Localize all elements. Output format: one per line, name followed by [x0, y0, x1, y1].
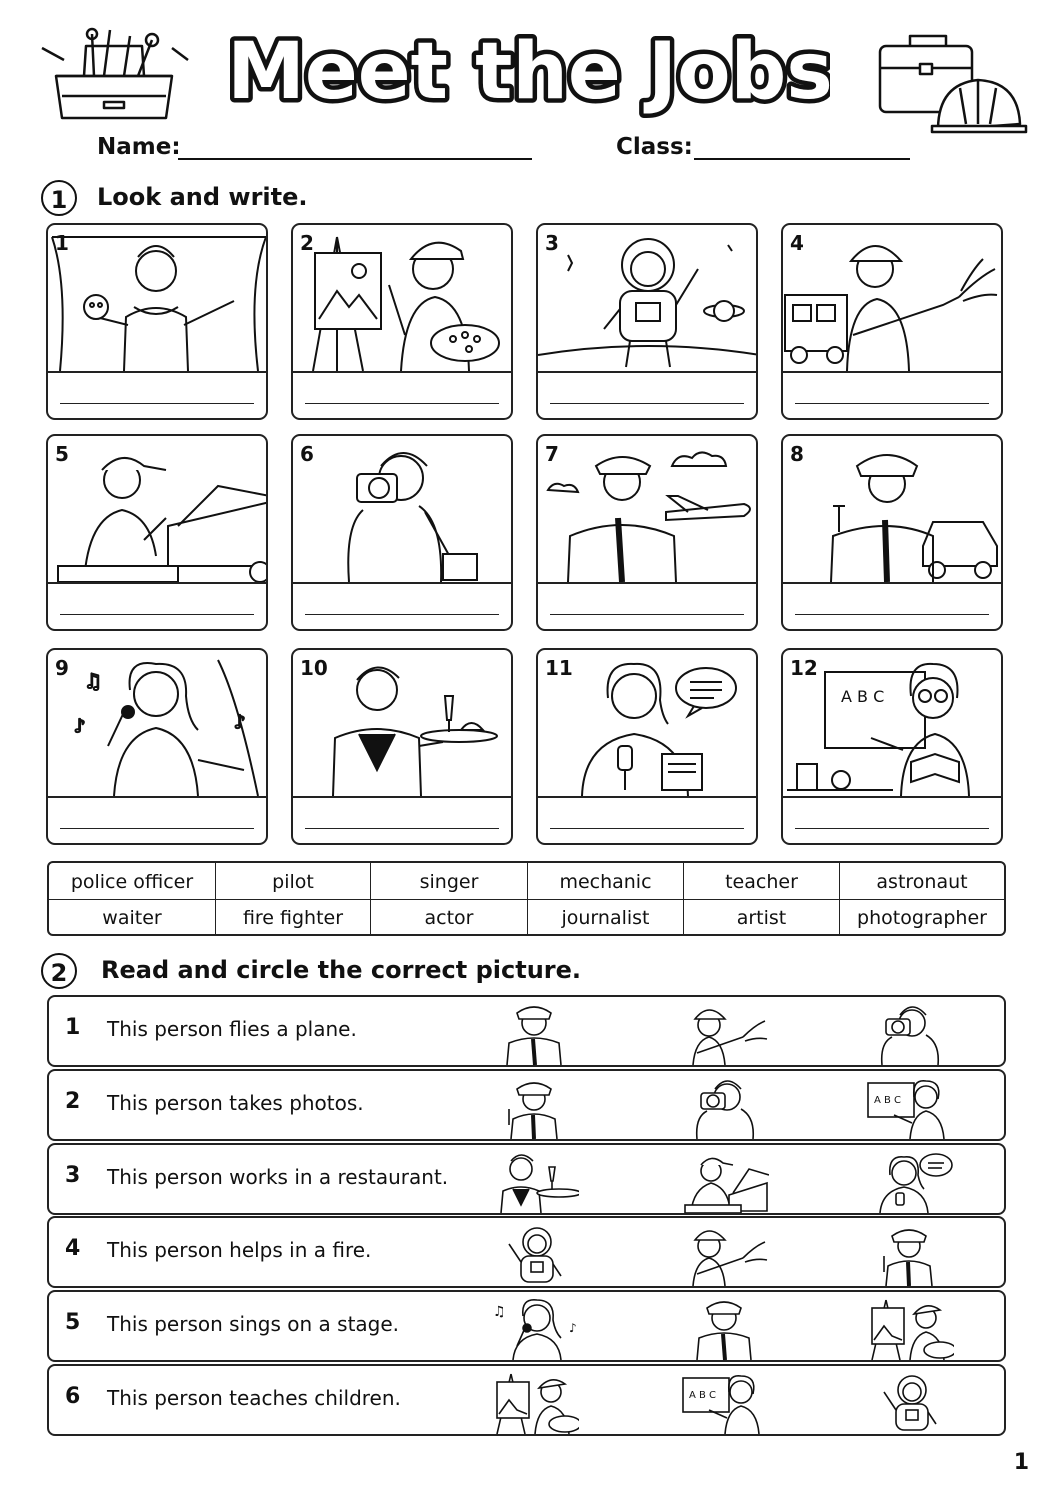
- word-bank-item: journalist: [528, 899, 684, 936]
- answer-field[interactable]: [60, 614, 254, 615]
- astronaut-icon: [538, 225, 756, 373]
- question-text: This person teaches children.: [107, 1386, 401, 1410]
- picture-card: [291, 648, 513, 845]
- answer-field[interactable]: [795, 403, 989, 404]
- question-row: [47, 995, 1006, 1067]
- singer-icon[interactable]: [489, 1294, 579, 1360]
- card-number: 3: [545, 231, 559, 255]
- answer-field[interactable]: [60, 828, 254, 829]
- card-number: 12: [790, 656, 818, 680]
- answer-field[interactable]: [550, 403, 744, 404]
- photographer-icon[interactable]: [864, 999, 954, 1065]
- section-1-title: Look and write.: [97, 183, 308, 211]
- question-text: This person sings on a stage.: [107, 1312, 400, 1336]
- svg-text:♫: ♫: [84, 669, 102, 693]
- picture-card: [46, 648, 268, 845]
- card-number: 6: [300, 442, 314, 466]
- svg-text:♫: ♫: [493, 1304, 506, 1320]
- answer-field[interactable]: [305, 403, 499, 404]
- artist-icon: [293, 225, 511, 373]
- word-bank-item: photographer: [840, 899, 1004, 936]
- question-text: This person helps in a fire.: [107, 1238, 372, 1262]
- answer-field[interactable]: [60, 403, 254, 404]
- question-row: [47, 1364, 1006, 1436]
- police-officer-icon: [783, 436, 1001, 584]
- card-number: 11: [545, 656, 573, 680]
- word-bank-item: actor: [371, 899, 528, 936]
- question-number: 1: [65, 1015, 81, 1040]
- journalist-icon[interactable]: [864, 1147, 954, 1213]
- card-number: 4: [790, 231, 804, 255]
- picture-card: [536, 434, 758, 631]
- question-row: [47, 1290, 1006, 1362]
- fire-fighter-icon: [783, 225, 1001, 373]
- teacher-icon[interactable]: [864, 1073, 954, 1139]
- picture-card: [536, 648, 758, 845]
- word-bank-item: waiter: [49, 899, 216, 936]
- section-2-number: 2: [41, 953, 77, 989]
- teacher-icon[interactable]: [679, 1368, 769, 1434]
- card-number: 7: [545, 442, 559, 466]
- question-number: 6: [65, 1384, 81, 1409]
- answer-field[interactable]: [305, 614, 499, 615]
- pilot-icon: [538, 436, 756, 584]
- word-bank-item: pilot: [216, 863, 371, 900]
- picture-card: [46, 223, 268, 420]
- name-field[interactable]: [178, 158, 532, 160]
- class-label: Class:: [616, 134, 693, 160]
- actor-icon: [48, 225, 266, 373]
- page-number: 1: [1013, 1450, 1029, 1475]
- svg-text:A B C: A B C: [689, 1390, 717, 1401]
- word-bank-item: police officer: [49, 863, 216, 900]
- artist-icon[interactable]: [489, 1368, 579, 1434]
- picture-card: [781, 434, 1003, 631]
- question-text: This person flies a plane.: [107, 1017, 357, 1041]
- fire-fighter-icon[interactable]: [679, 1220, 769, 1286]
- answer-field[interactable]: [795, 828, 989, 829]
- word-bank-item: singer: [371, 863, 528, 900]
- svg-text:A B C: A B C: [874, 1095, 902, 1106]
- picture-card: [46, 434, 268, 631]
- word-bank-item: fire fighter: [216, 899, 371, 936]
- question-row: [47, 1216, 1006, 1288]
- card-number: 10: [300, 656, 328, 680]
- artist-icon[interactable]: [864, 1294, 954, 1360]
- picture-card: [536, 223, 758, 420]
- svg-text:Meet the Jobs: Meet the Jobs: [230, 27, 830, 117]
- answer-field[interactable]: [550, 828, 744, 829]
- card-number: 1: [55, 231, 69, 255]
- picture-card: [291, 434, 513, 631]
- answer-field[interactable]: [305, 828, 499, 829]
- question-number: 5: [65, 1310, 81, 1335]
- pilot-icon[interactable]: [679, 1294, 769, 1360]
- class-field[interactable]: [694, 158, 910, 160]
- svg-text:♪: ♪: [234, 712, 246, 733]
- briefcase-and-hard-hat-icon: [870, 26, 1030, 136]
- police-officer-icon[interactable]: [864, 1220, 954, 1286]
- word-bank-item: astronaut: [876, 870, 968, 893]
- question-text: This person takes photos.: [107, 1091, 364, 1115]
- fire-fighter-icon[interactable]: [679, 999, 769, 1065]
- page-title: [230, 22, 830, 118]
- answer-field[interactable]: [550, 614, 744, 615]
- card-number: 9: [55, 656, 69, 680]
- svg-text:A B C: A B C: [841, 687, 885, 706]
- photographer-icon: [293, 436, 511, 584]
- answer-field[interactable]: [795, 614, 989, 615]
- card-number: 5: [55, 442, 69, 466]
- photographer-icon[interactable]: [679, 1073, 769, 1139]
- question-row: [47, 1069, 1006, 1141]
- question-row: [47, 1143, 1006, 1215]
- name-label: Name:: [97, 134, 181, 160]
- word-bank-item: artist: [684, 899, 840, 936]
- section-1-number: 1: [41, 180, 77, 216]
- pilot-icon[interactable]: [489, 999, 579, 1065]
- question-text: This person works in a restaurant.: [107, 1165, 449, 1189]
- question-number: 3: [65, 1163, 81, 1188]
- picture-card: [781, 223, 1003, 420]
- question-number: 2: [65, 1089, 81, 1114]
- card-number: 2: [300, 231, 314, 255]
- mechanic-icon[interactable]: [679, 1147, 769, 1213]
- svg-text:♪: ♪: [74, 716, 86, 737]
- astronaut-icon[interactable]: [864, 1368, 954, 1434]
- section-2-title: Read and circle the correct picture.: [101, 956, 582, 984]
- astronaut-icon[interactable]: [489, 1220, 579, 1286]
- mechanic-icon: [48, 436, 266, 584]
- picture-card: [781, 648, 1003, 845]
- police-officer-icon[interactable]: [489, 1073, 579, 1139]
- waiter-icon[interactable]: [489, 1147, 579, 1213]
- word-bank-item: teacher: [684, 863, 840, 900]
- singer-icon: [48, 650, 266, 798]
- word-bank-item: mechanic: [528, 863, 684, 900]
- svg-text:♪: ♪: [569, 1321, 577, 1335]
- toolbox-icon: [34, 26, 194, 126]
- picture-card: [291, 223, 513, 420]
- card-number: 8: [790, 442, 804, 466]
- word-bank: [47, 861, 1006, 936]
- question-number: 4: [65, 1236, 81, 1261]
